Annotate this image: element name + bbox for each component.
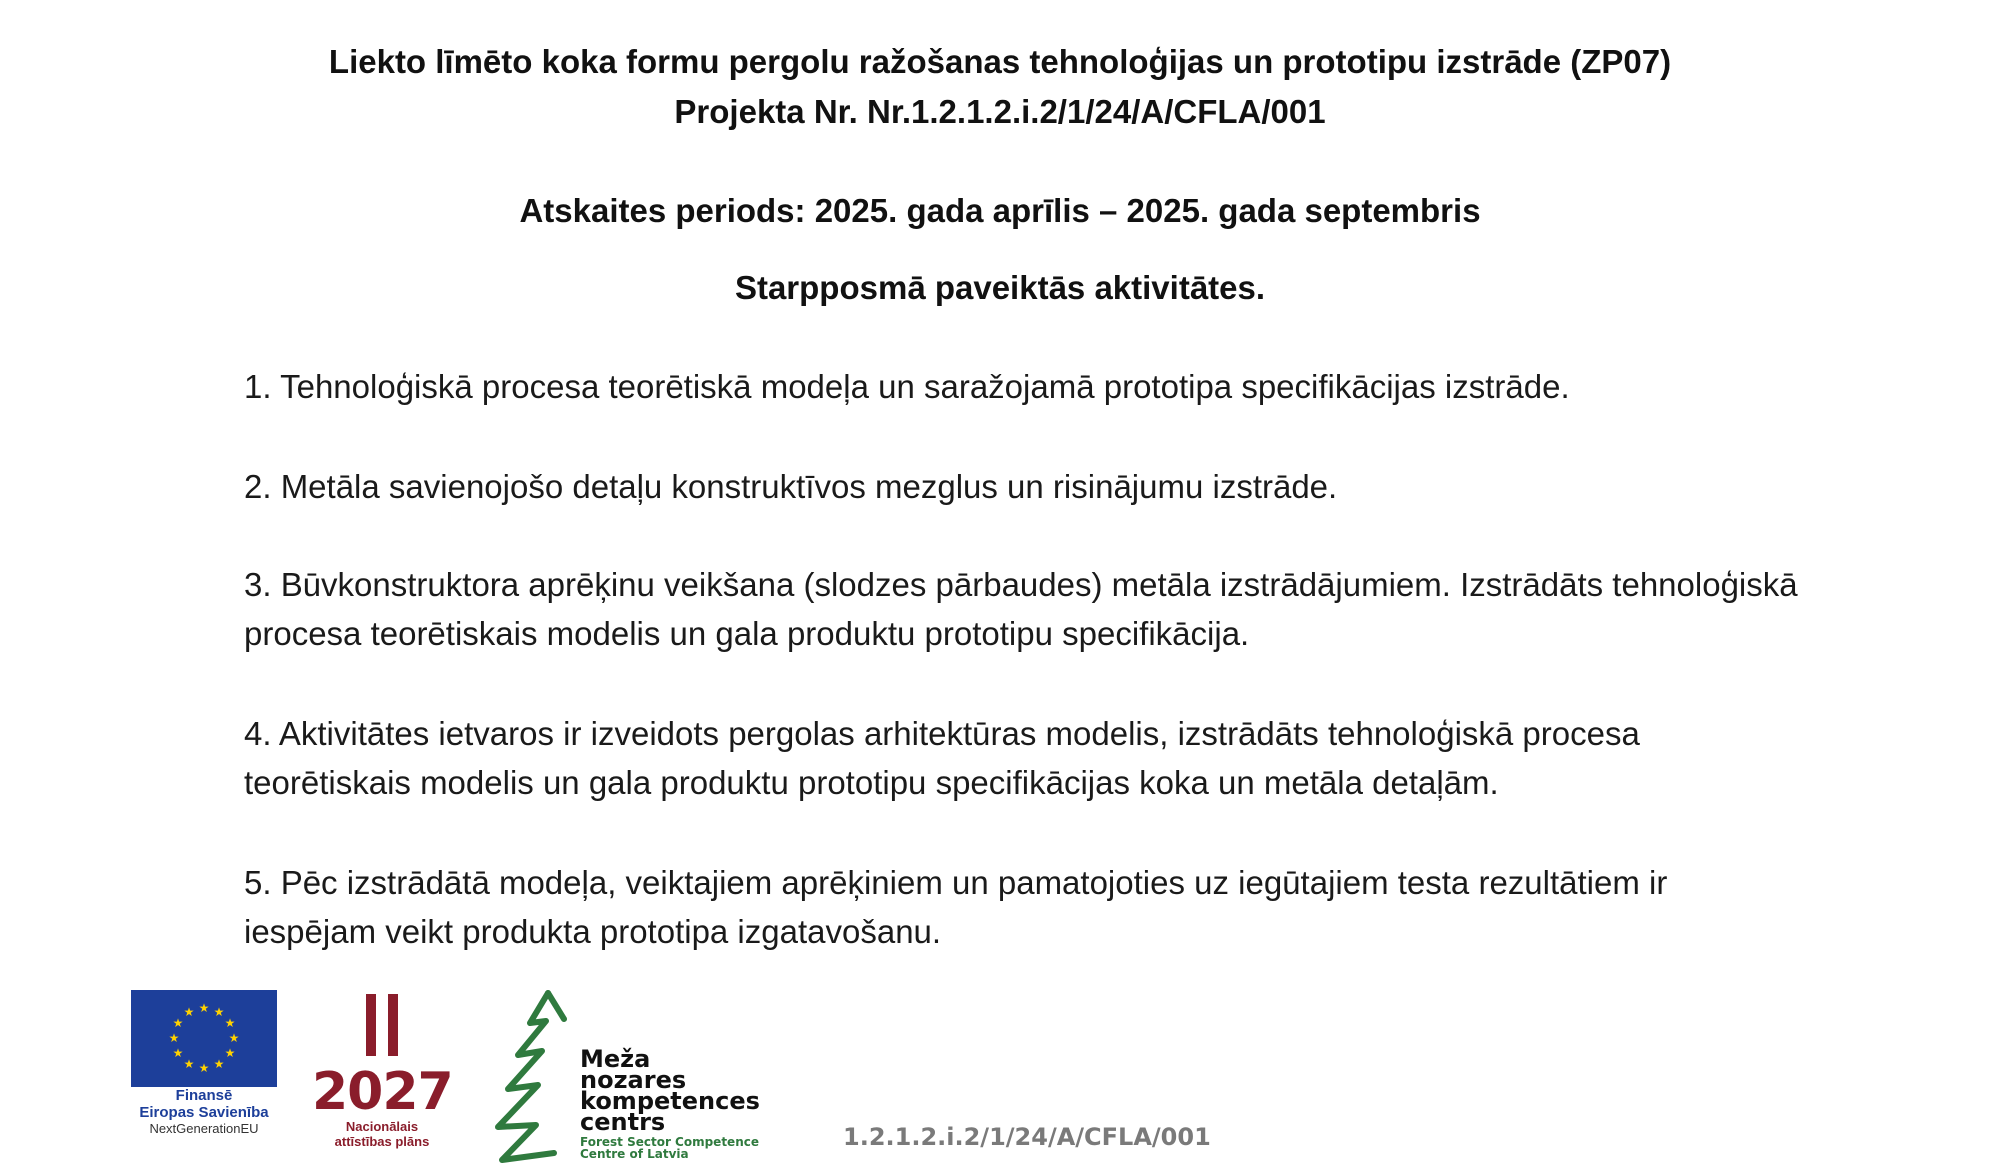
eu-star-icon: ★	[198, 1061, 210, 1075]
logo-english-line: Centre of Latvia	[580, 1147, 689, 1161]
eu-logo-text: NextGenerationEU	[149, 1121, 259, 1136]
eu-logo-text: Eiropas Savienība	[139, 1104, 269, 1121]
eu-logo-text: Finansē	[175, 1087, 233, 1104]
eu-funding-logo	[128, 990, 280, 1137]
eu-star-icon: ★	[213, 1005, 225, 1020]
logo-name-line: nozares	[580, 1066, 687, 1094]
eu-flag-icon	[131, 990, 277, 1087]
eu-star-icon: ★	[168, 1031, 180, 1045]
eu-star-icon: ★	[213, 1056, 225, 1071]
eu-star-icon: ★	[224, 1016, 236, 1030]
national-plan-number: 2027	[312, 1062, 453, 1122]
logo-name-line: centrs	[580, 1108, 666, 1136]
eu-star-icon: ★	[228, 1031, 240, 1045]
national-plan-text: attīstības plāns	[334, 1134, 430, 1149]
eu-star-icon: ★	[183, 1056, 195, 1071]
reporting-period: Atskaites periods: 2025. gada aprīlis – 2025. gada septembris	[519, 192, 1481, 229]
forest-competence-centre-logo	[490, 985, 790, 1165]
eu-star-icon: ★	[224, 1046, 236, 1060]
activity-item: 4. Aktivitātes ietvaros ir izveidots pergolas arhitektūras modelis, izstrādāts tehnoloģiskā procesa teorētiskais modelis un gala produktu prototipu specifikācijas koka un metāla detaļām.	[244, 715, 1640, 801]
project-number: Projekta Nr. Nr.1.2.1.2.i.2/1/24/A/CFLA/001	[674, 93, 1326, 130]
national-plan-logo	[312, 990, 452, 1149]
logo-name-line: kompetences	[580, 1087, 760, 1115]
eu-star-icon: ★	[172, 1046, 184, 1060]
eu-star-icon: ★	[198, 1001, 210, 1015]
flag-bars-icon	[352, 990, 412, 1060]
eu-star-icon: ★	[183, 1005, 195, 1020]
activity-item: 5. Pēc izstrādātā modeļa, veiktajiem aprēķiniem un pamatojoties uz iegūtajiem testa rezultātiem ir iespējam veikt produkta prototipa izgatavošanu.	[244, 864, 1668, 950]
activity-item: 3. Būvkonstruktora aprēķinu veikšana (slodzes pārbaudes) metāla izstrādājumiem. Izstrādāts tehnoloģiskā procesa teorētiskais modelis un gala produktu prototipu specifikācija.	[244, 566, 1798, 652]
activity-item: 2. Metāla savienojošo detaļu konstruktīvos mezglus un risinājumu izstrāde.	[244, 468, 1338, 505]
logo-name-line: Meža	[580, 1045, 651, 1073]
eu-star-icon: ★	[172, 1016, 184, 1030]
tree-icon	[490, 985, 590, 1165]
activity-item: 1. Tehnoloģiskā procesa teorētiskā modeļa un saražojamā prototipa specifikācijas izstrāde.	[244, 368, 1570, 405]
national-plan-text: Nacionālais	[345, 1119, 419, 1134]
section-title: Starpposmā paveiktās aktivitātes.	[734, 269, 1266, 306]
document-title: Liekto līmēto koka formu pergolu ražošanas tehnoloģijas un prototipu izstrāde (ZP07)	[328, 43, 1672, 80]
project-code: 1.2.1.2.i.2/1/24/A/CFLA/001	[843, 1123, 1211, 1151]
logo-english-line: Forest Sector Competence	[580, 1135, 759, 1149]
